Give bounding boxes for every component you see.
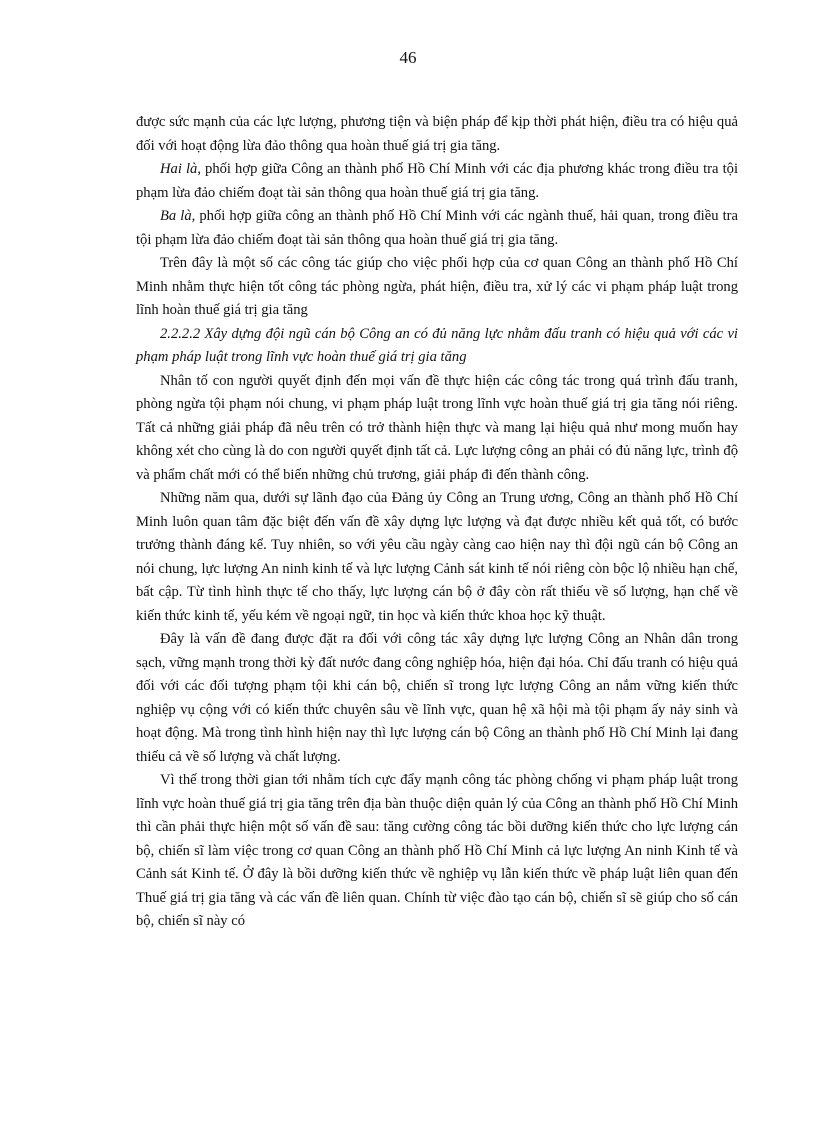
paragraph-7: Đây là vấn đề đang được đặt ra đối với công tác xây dựng lực lượng Công an Nhân dân trong sạch, vững mạnh trong thời kỳ đất nước đang công nghiệp hóa, hiện đại hóa. Chỉ đấu tranh có hiệu quả đối với các đối tượng phạm tội khi cán bộ, chiến sĩ trong lực lượng Công an nắm vững kiến thức nghiệp vụ cộng với có kiến thức chuyên sâu về lĩnh vực, quan hệ xã hội mà tội phạm ấy nảy sinh và hoạt động. Mà trong tình hình hiện nay thì lực lượng cán bộ Công an thành phố Hồ Chí Minh lại đang thiếu cả về số lượng và chất lượng.: [136, 631, 738, 765]
paragraph-8: Vì thế trong thời gian tới nhằm tích cực đẩy mạnh công tác phòng chống vi phạm pháp luật trong lĩnh vực hoàn thuế giá trị gia tăng trên địa bàn thuộc diện quản lý của Công an thành phố Hồ Chí Minh thì cần phải thực hiện một số vấn đề sau: tăng cường công tác bồi dưỡng kiến thức cho lực lượng cán bộ, chiến sĩ làm việc trong cơ quan Công an thành phố Hồ Chí Minh cả lực lượng An ninh Kinh tế và Cảnh sát Kinh tế. Ở đây là bồi dưỡng kiến thức về nghiệp vụ lẫn kiến thức về pháp luật liên quan đến Thuế giá trị gia tăng và các vấn đề liên quan. Chính từ việc đào tạo cán bộ, chiến sĩ sẽ giúp cho số cán bộ, chiến sĩ này có: [136, 772, 738, 929]
paragraph-1: được sức mạnh của các lực lượng, phương tiện và biện pháp để kịp thời phát hiện, điều tra có hiệu quả đối với hoạt động lừa đảo thông qua hoàn thuế giá trị gia tăng.: [136, 114, 738, 154]
section-heading: 2.2.2.2 Xây dựng đội ngũ cán bộ Công an có đủ năng lực nhằm đấu tranh có hiệu quả với các vi phạm pháp luật trong lĩnh vực hoàn thuế giá trị gia tăng: [136, 325, 738, 365]
paragraph-4: Trên đây là một số các công tác giúp cho việc phối hợp của cơ quan Công an thành phố Hồ Chí Minh nhằm thực hiện tốt công tác phòng ngừa, phát hiện, điều tra, xử lý các vi phạm pháp luật trong lĩnh hoàn thuế giá trị gia tăng: [136, 255, 738, 318]
paragraph-2-lead: Hai là,: [160, 161, 201, 177]
paragraph-3-lead: Ba là,: [160, 208, 196, 224]
paragraph-3: [136, 205, 738, 252]
paragraph-5: Nhân tố con người quyết định đến mọi vấn đề thực hiện các công tác trong quá trình đấu tranh, phòng ngừa tội phạm nói chung, vi phạm pháp luật trong lĩnh vực hoàn thuế giá trị gia tăng nói riêng. Tất cả những giải pháp đã nêu trên có trở thành hiện thực và mang lại hiệu quả như mong muốn hay không xét cho cùng là do con người quyết định tất cả. Lực lượng công an phải có đủ năng lực, trình độ và phẩm chất mới có thể biến những chủ trương, giải pháp đi đến thành công.: [136, 372, 738, 483]
paragraph-2-text: phối hợp giữa Công an thành phố Hồ Chí Minh với các địa phương khác trong điều tra tội phạm lừa đảo chiếm đoạt tài sản thông qua hoàn thuế giá trị gia tăng.: [136, 161, 738, 201]
paragraph-3-text: phối hợp giữa công an thành phố Hồ Chí Minh với các ngành thuế, hải quan, trong điều tra tội phạm lừa đảo chiếm đoạt tài sản thông qua hoàn thuế giá trị gia tăng.: [136, 208, 738, 248]
document-body: [136, 111, 738, 934]
page-number: 46: [399, 48, 417, 67]
paragraph-6: Những năm qua, dưới sự lãnh đạo của Đảng ủy Công an Trung ương, Công an thành phố Hồ Chí Minh luôn quan tâm đặc biệt đến vấn đề xây dựng lực lượng và đạt được nhiều kết quả tốt, có bước trưởng thành đáng kể. Tuy nhiên, so với yêu cầu ngày càng cao hiện nay thì đội ngũ cán bộ Công an nói chung, lực lượng An ninh kinh tế và lực lượng Cảnh sát kinh tế nói riêng còn bộc lộ nhiều hạn chế, bất cập. Từ tình hình thực tế cho thấy, lực lượng cán bộ ở đây còn rất thiếu về số lượng, hạn chế về kiến thức kinh tế, yếu kém về ngoại ngữ, tin học và kiến thức khoa học kỹ thuật.: [136, 490, 738, 624]
paragraph-2: [136, 158, 738, 205]
